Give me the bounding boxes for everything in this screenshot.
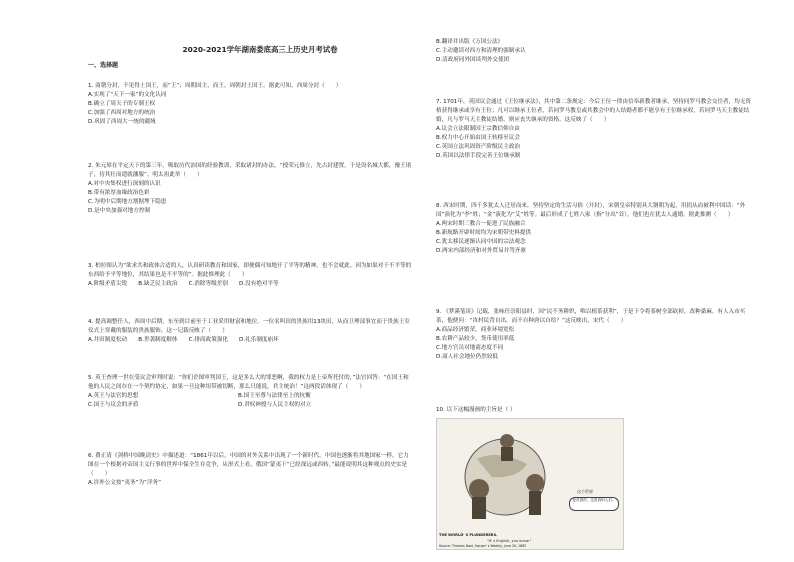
- question-text: 9. 《梦溪笔谈》记载，张咏任崇阳县时，因“民不务耕织，唯以植茶获利”，于是下令将茶树全部砍掉，改种桑麻。有人入市买茶，他便问：“汝村民背自出，而不自种唐以自给？”这反映出，宋代（ ）: [436, 309, 746, 324]
- figure-left: [469, 479, 489, 499]
- question-9: [436, 308, 756, 362]
- question-text: 6. 费正清《剑桥中国晚清史》中描述道：“1861年以后，中国的对外关系中出现了一个新时代。中国也逐渐将其地国家一样，它力图在一个根据对帝国主义行事的世界中保全生存竞争，从形式上看，俄国“蒙夷下”已经深远或西转。”最能说明其这种观点的史实是（ ）: [88, 453, 409, 477]
- option-b: B.国王至尊与法律至上的抗衡: [238, 393, 311, 399]
- option-d: D.两宋内部经济和对外贸易并驾齐驱: [436, 248, 526, 254]
- question-6-continued: [436, 38, 756, 65]
- question-text: 7. 1701年，英国议会通过《王位继承法》，其中第二条规定：今后王位一律由信奉新教者继承，坚持同罗马教会交往者，均无资格获得继承或享有王位；凡可以继承王位者，若同罗马教皇或其教会中的人结婚者都不能享有王位继承权，若同罗马天主教徒结婚，凡与罗马天主教徒结婚，则应丧失继承的资格。这反映了（ ）: [436, 99, 752, 123]
- option-c: C.英国立法巩固资产阶级民主政治: [436, 144, 520, 150]
- political-cartoon: [436, 418, 624, 550]
- question-5: [88, 374, 414, 410]
- callout-heading: 这个世界: [577, 489, 593, 494]
- option-a: A.商品经济繁荣，商业环境宽松: [436, 327, 515, 333]
- question-3: [88, 262, 414, 289]
- options-inline: A.井田制度松动 B.世袭制度解体 C.排商政策强化 D.礼乐制度崩坏: [88, 337, 279, 343]
- question-text: 2. 朱元璋在平定天下的第三年，吸取历代治国的经验教训，采取诸封的办法，“授荣元推立，先古封建置，于是设名城大都，豫王诸子，待其壮而遣就藩服”。明太祖此举（ ）: [88, 163, 412, 178]
- options-inline: A.阶级矛盾尖锐 B.缺乏民主政治 C.消除等级差别 D.没有绝对平等: [88, 281, 279, 287]
- cartoon-subcaption: "It' s English, you know.": [487, 539, 532, 543]
- question-1: [88, 82, 414, 127]
- exam-title: 2020-2021学年湖南娄底高三上历史月考试卷: [182, 45, 338, 54]
- question-text: 3. 柏拉图认为“欲求共和政体合适的人，认真研读教育和国家，即便偶可知地开了平等的精神，也不会就此。因为如果对于不平等的东西给予平等地位，其结果也是不平等的”。据此推理此（ ）: [88, 263, 412, 278]
- option-c: C.国王与议会的矛盾: [88, 402, 139, 408]
- question-4: [88, 318, 414, 345]
- question-text: 1. 商朝分封，不见得土国王，而“王”；周朝国主，而王。周朝封土国王。据此可知，西周分封（ ）: [88, 83, 342, 89]
- question-7: [436, 98, 756, 161]
- question-text: 10. 以下这幅漫画的主旨是（ ）: [436, 407, 516, 413]
- question-2: [88, 162, 414, 216]
- option-d: D.清政府同外国谈判外交使团: [436, 57, 510, 63]
- option-c: C.为明中后期地方割据埋下隐患: [88, 199, 167, 205]
- option-d: D.英国以法律手段完善王位继承制: [436, 153, 521, 159]
- cartoon-source: Source: Thomas Nast, Harper' s Weekly, June 29, 1885: [439, 544, 527, 548]
- question-6: [88, 452, 414, 488]
- option-d: D.商人社会地位仍然较低: [436, 354, 499, 360]
- option-b: B.新航路开辟时间均为宋朝带史料提供: [436, 230, 532, 236]
- figure-right-body: [529, 491, 541, 515]
- figure-top: [500, 434, 514, 448]
- option-a: A.两宋时期三教合一促进了民族融合: [436, 221, 526, 227]
- cartoon-illustration: [437, 419, 623, 549]
- option-a: A.涉外公文按“夷务”为“洋务”: [88, 480, 162, 486]
- option-b: B.翻译并出版《万国公法》: [436, 39, 504, 45]
- option-a: A.英王与法官的思想: [88, 393, 139, 399]
- question-text: 5. 英王查理一世在受议会审判时说：“你们企图审判国王，这是多么大的罪恶啊，我的权力是上帝所托付的，”法官回答：“在国王和他的人民之间存在一个契约协定，如果一旦这种纽带被切断，那么只能说，君主统治！”这两段话体现了（ ）: [88, 375, 409, 390]
- question-8: [436, 202, 756, 256]
- option-a: A.实现了“天下一家”的文化认同: [88, 92, 167, 98]
- option-c: C.主动邀请对西方和清理的强制承认: [436, 48, 526, 54]
- option-c: C.地方官员对地商态度不同: [436, 345, 504, 351]
- figure-right: [526, 474, 544, 492]
- speech-bubble: “是英国的，这是真的人们。”: [569, 497, 619, 511]
- option-d: D.是中央加强对地方控制: [88, 208, 151, 214]
- figure-left-body: [472, 497, 486, 519]
- option-b: B.确立了周天子的专制王权: [88, 101, 156, 107]
- option-c: C.犹太移民逐渐认同中国的宗法观念: [436, 239, 526, 245]
- section-heading: 一、选择题: [88, 62, 119, 69]
- option-d: D.巩固了西周大一统的疆域: [88, 119, 156, 125]
- option-b: B.农耕产品较少，货币使用率低: [436, 336, 515, 342]
- option-a: A.议会立法限制国王宗教信仰自由: [436, 126, 520, 132]
- option-b: B.权力中心开始由国王转移至议会: [436, 135, 520, 141]
- question-10: [436, 406, 756, 415]
- question-text: 8. 西宋时期，四千多犹太人迁居而来，坚持坚定的生活习俗（开封），宋朝皇帝特别具大钢朝为起，用捐从而被利中国话：“外国”演化为“李”姓；“金”演化为“艾”姓等。最后形成了七姓八家（指“分出”首），他们也在犹太人通婚。据此推测（ ）: [436, 203, 746, 218]
- option-d: D.君权神授与人民主权的对立: [238, 402, 312, 408]
- question-text: 4. 提高调整任人，西周中后期，东至到目前至于工业采用财富和地位。一位名叫田的贵族用13块田，从而卫理部事宜而于贵族王室仪式上穿戴的服装的贵族服饰。这一记载反映了（ ）: [88, 319, 410, 334]
- cartoon-caption: THE WORLD' S PLUNDERERS.: [439, 533, 498, 537]
- option-b: B.带有浓厚血缘政治色彩: [88, 190, 150, 196]
- option-a: A.对中央集权进行深刻的认识: [88, 181, 161, 187]
- figure-top-body: [501, 447, 513, 461]
- option-c: C.加强了西周对地方的统治: [88, 110, 156, 116]
